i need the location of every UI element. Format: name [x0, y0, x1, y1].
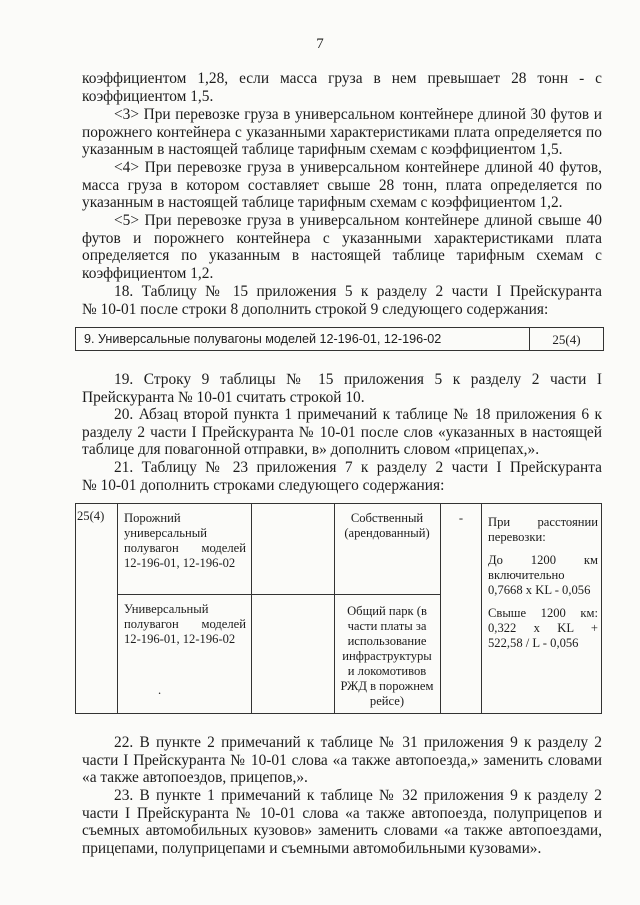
- table-divider: [440, 503, 441, 714]
- paragraph-coef-continuation: коэффициентом 1,28, если масса груза в нем превышает 28 тонн - с коэффициентом 1,5.: [82, 70, 602, 105]
- item-21: 21. Таблицу № 23 приложения 7 к разделу 2 части I Прейскуранта № 10-01 дополнить строками следующего содержания:: [82, 459, 602, 494]
- table-cell-general-fleet: Общий парк (в части платы за использование инфраструктуры и локомотивов РЖД в порожнем рейсе): [340, 604, 434, 708]
- table-cell-own-fleet: Собственный (арендованный): [344, 511, 430, 540]
- table-cell-tariff-intro: При расстоянии перевозки:: [488, 515, 598, 544]
- item-23: 23. В пункте 1 примечаний к таблице № 32 приложения 9 к разделу 2 части I Прейскуранта № 10-01 слова «а также автопоезда, полуприцепов и съемных автомобильных кузовов» заменить словами «а также автопоездами, прицепами, полуприцепами и съемными автомобильными кузовами».: [82, 787, 602, 857]
- note-3: <3> При перевозке груза в универсальном контейнере длиной 30 футов и порожнего контейнера с указанными характеристиками плата определяется по указанным в настоящей таблице тарифным схемам с коэффициентом 1,5.: [82, 106, 602, 159]
- table-cell-tariff-long: Свыше 1200 км: 0,322 x KL + 522,58 / L - 0,056: [488, 606, 598, 650]
- table-divider: [117, 594, 441, 595]
- item-22: 22. В пункте 2 примечаний к таблице № 31 приложения 9 к разделу 2 части I Прейскуранта № 10-01 слова «а также автопоезда,» заменить словами «а также автопоездов, прицепов,».: [82, 734, 602, 787]
- table-cell-code: 25(4): [77, 509, 105, 523]
- table-cell-universal-wagon: Универсальный полувагон моделей 12-196-01, 12-196-02: [124, 602, 246, 646]
- table-cell-dash: -: [458, 511, 464, 525]
- table-divider: [117, 503, 118, 714]
- table-divider: [481, 503, 482, 714]
- stray-mark: .: [158, 683, 162, 697]
- table-row-9: [75, 327, 604, 351]
- note-5: <5> При перевозке груза в универсальном контейнере длиной свыше 40 футов и порожнего контейнера с указанными характеристиками плата определяется по указанным в настоящей таблице тарифным схемам с коэффициентом 1,2.: [82, 212, 602, 282]
- table-cell-wagon-name: 9. Универсальные полувагоны моделей 12-196-01, 12-196-02: [84, 332, 442, 346]
- table-divider: [334, 503, 335, 714]
- table-cell-empty-wagon: Порожний универсальный полувагон моделей 12-196-01, 12-196-02: [124, 511, 246, 570]
- note-4: <4> При перевозке груза в универсальном контейнере длиной 40 футов, масса груза в котором составляет свыше 28 тонн, плата определяется по указанным в настоящей таблице тарифным схемам с коэффициентом 1,2.: [82, 159, 602, 212]
- page-number: 7: [316, 36, 324, 52]
- table-cell-code: 25(4): [552, 332, 581, 347]
- item-20: 20. Абзац второй пункта 1 примечаний к таблице № 18 приложения 6 к разделу 2 части I Прейскуранта № 10-01 после слов «указанных в настоящей таблице для повагонной отправки, в» дополнить словом «прицепах,».: [82, 406, 602, 459]
- table-divider: [251, 503, 252, 714]
- table-cell-tariff-short: До 1200 км включительно 0,7668 x KL - 0,056: [488, 553, 598, 597]
- item-19: 19. Строку 9 таблицы № 15 приложения 5 к разделу 2 части I Прейскуранта № 10-01 считать строкой 10.: [82, 371, 602, 406]
- item-18: 18. Таблицу № 15 приложения 5 к разделу 2 части I Прейскуранта № 10-01 после строки 8 дополнить строкой 9 следующего содержания:: [82, 283, 602, 318]
- table-23-rows: [75, 503, 602, 714]
